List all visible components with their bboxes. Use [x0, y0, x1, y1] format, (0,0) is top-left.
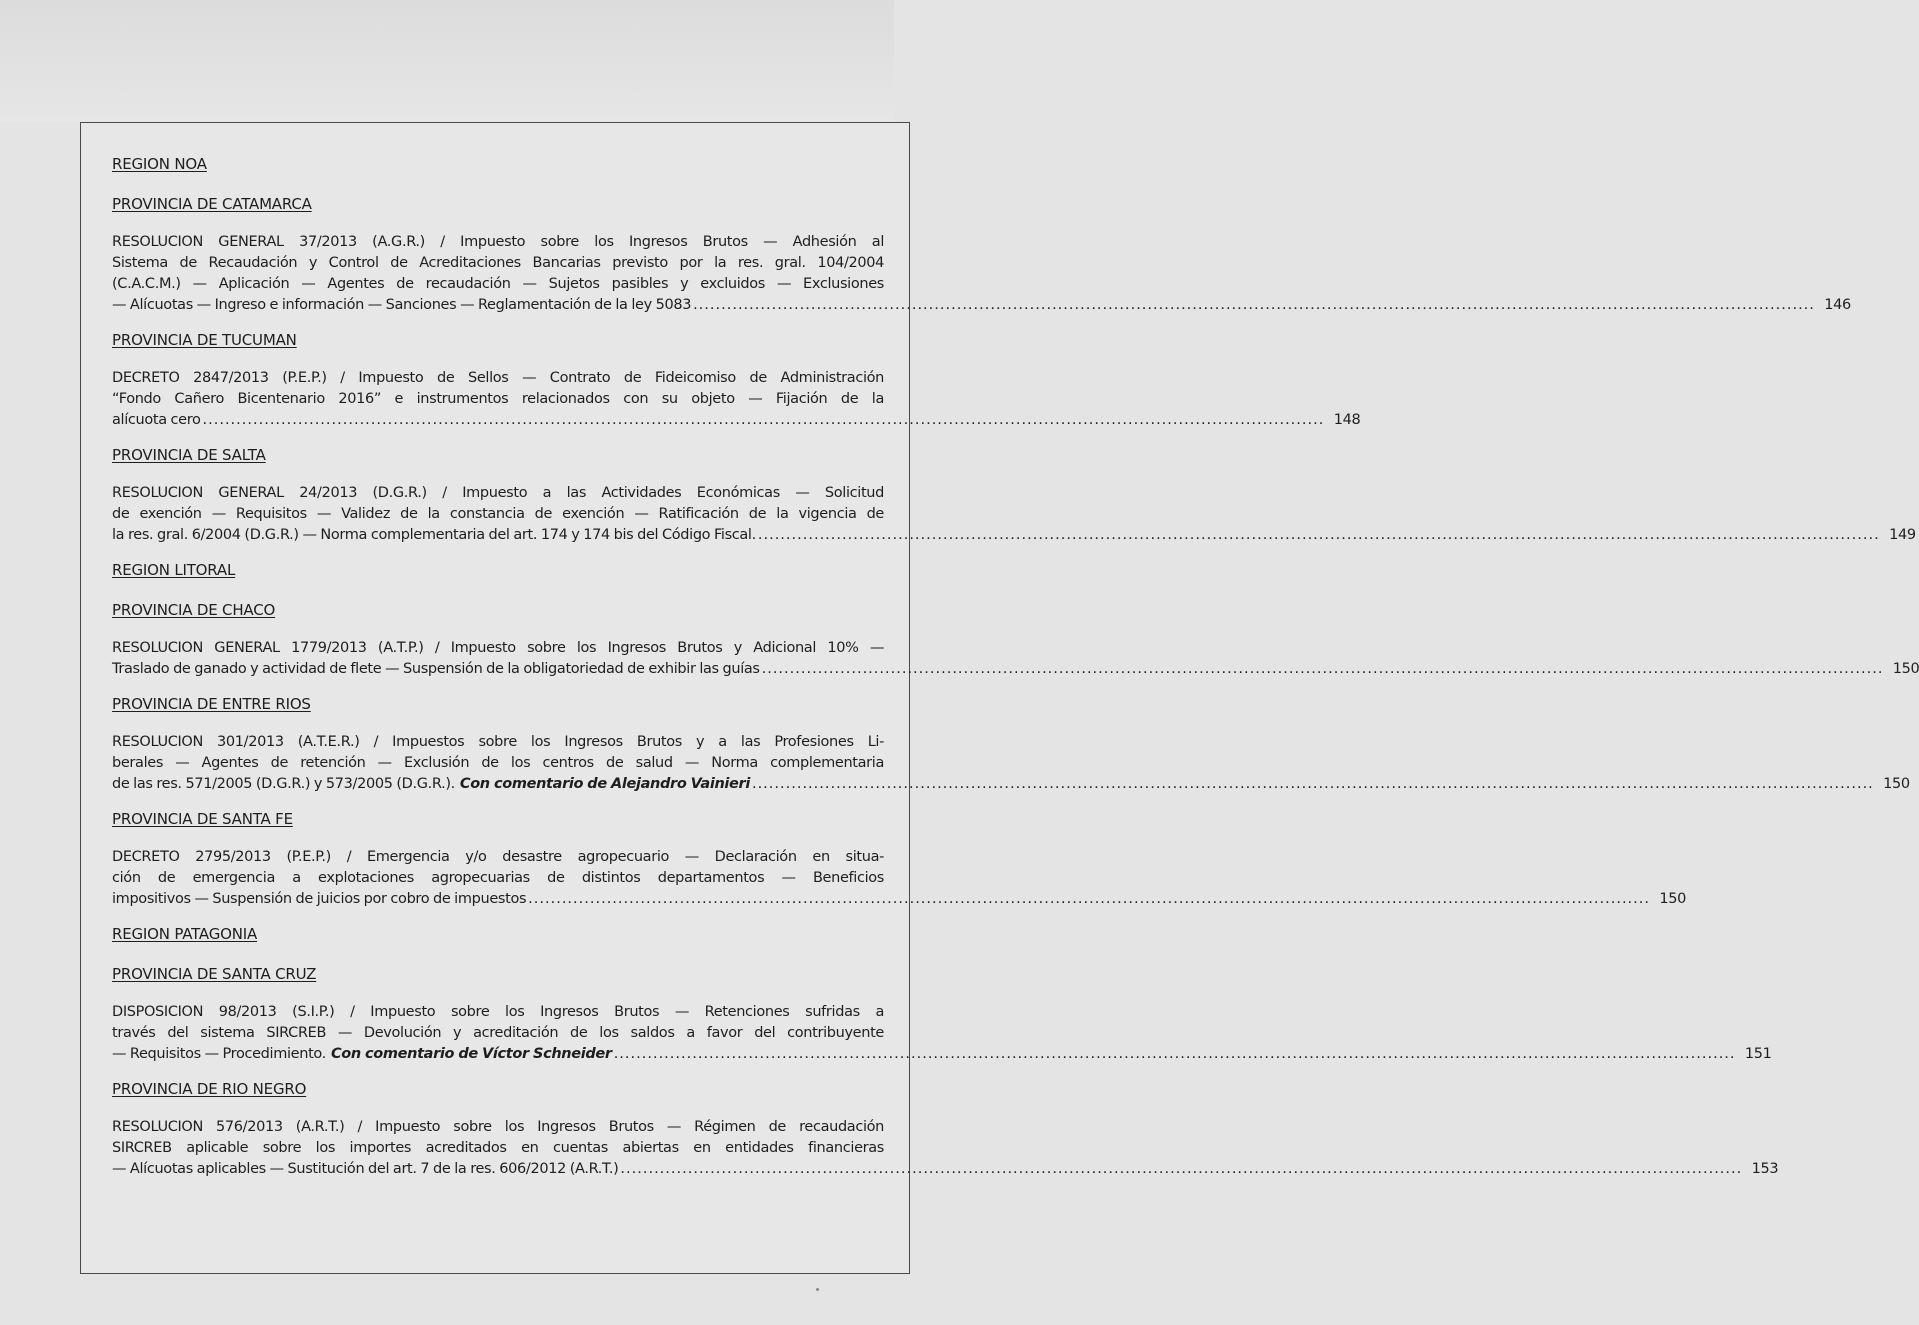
entry-line-end: — Requisitos — Procedimiento.: [112, 1046, 326, 1062]
region-heading: REGION NOA: [112, 155, 207, 173]
index-entry: [112, 1002, 1772, 1065]
entry-line: de exención — Requisitos — Validez de la constancia de exención — Ratificación de la vigencia de: [112, 506, 884, 522]
entry-line: RESOLUCION 576/2013 (A.R.T.) / Impuesto sobre los Ingresos Brutos — Régimen de recaudación: [112, 1119, 884, 1135]
scan-speck: [816, 1288, 819, 1291]
leader-dots: ........................................................................................................................................................................................................: [751, 776, 1874, 792]
entry-line-end: impositivos — Suspensión de juicios por cobro de impuestos: [112, 891, 527, 907]
entry-line: RESOLUCION GENERAL 1779/2013 (A.T.P.) / Impuesto sobre los Ingresos Brutos y Adicional 10% —: [112, 640, 884, 656]
page-number: 151: [1744, 1046, 1772, 1062]
entry-last-line: [112, 410, 1361, 431]
index-entry: [112, 368, 1361, 431]
entry-line-end: Traslado de ganado y actividad de flete — Suspensión de la obligatoriedad de exhibir las guías: [112, 661, 760, 677]
entry-last-line: [112, 295, 1851, 316]
entry-last-line: [112, 774, 1910, 795]
entry-last-line: [112, 1044, 1772, 1065]
province-heading: PROVINCIA DE SALTA: [112, 446, 266, 464]
page-number: 150: [1659, 891, 1686, 907]
index-entry: [112, 232, 1851, 316]
entry-line: “Fondo Cañero Bicentenario 2016” e instrumentos relacionados con su objeto — Fijación de la: [112, 391, 884, 407]
entry-last-line: [112, 659, 1919, 680]
entry-line: (C.A.C.M.) — Aplicación — Agentes de recaudación — Sujetos pasibles y excluidos — Exclusiones: [112, 276, 884, 292]
entry-line: DECRETO 2795/2013 (P.E.P.) / Emergencia y/o desastre agropecuario — Declaración en situa-: [112, 849, 884, 865]
entry-line: Sistema de Recaudación y Control de Acreditaciones Bancarias previsto por la res. gral. 104/2004: [112, 255, 884, 271]
entry-line-end: alícuota cero: [112, 412, 201, 428]
leader-dots: ........................................................................................................................................................................................................: [528, 891, 1650, 907]
entry-line-end: — Alícuotas — Ingreso e información — Sanciones — Reglamentación de la ley 5083: [112, 297, 692, 313]
page-number: 153: [1751, 1161, 1779, 1177]
entry-line: ción de emergencia a explotaciones agropecuarias de distintos departamentos — Beneficios: [112, 870, 884, 886]
index-entry: [112, 847, 1686, 910]
page-number: 148: [1333, 412, 1361, 428]
entry-line: SIRCREB aplicable sobre los importes acreditados en cuentas abiertas en entidades financieras: [112, 1140, 884, 1156]
entry-line: DECRETO 2847/2013 (P.E.P.) / Impuesto de Sellos — Contrato de Fideicomiso de Administración: [112, 370, 884, 386]
entry-last-line: [112, 889, 1686, 910]
province-heading: PROVINCIA DE CHACO: [112, 601, 276, 619]
entry-comment: Con comentario de Víctor Schneider: [330, 1046, 612, 1062]
province-heading: PROVINCIA DE SANTA CRUZ: [112, 965, 317, 983]
province-heading: PROVINCIA DE RIO NEGRO: [112, 1080, 307, 1098]
leader-dots: ........................................................................................................................................................................................................: [757, 527, 1880, 543]
index-entry: [112, 483, 1916, 546]
scan-margin: [0, 0, 894, 122]
index-entry: [112, 638, 1919, 680]
province-heading: PROVINCIA DE CATAMARCA: [112, 195, 312, 213]
entry-last-line: [112, 1159, 1779, 1180]
page-number: 150: [1892, 661, 1919, 677]
entry-line: berales — Agentes de retención — Exclusión de los centros de salud — Norma complementaria: [112, 755, 884, 771]
region-heading: REGION PATAGONIA: [112, 925, 258, 943]
province-heading: PROVINCIA DE ENTRE RIOS: [112, 695, 311, 713]
entry-line: RESOLUCION GENERAL 37/2013 (A.G.R.) / Impuesto sobre los Ingresos Brutos — Adhesión al: [112, 234, 884, 250]
entry-line-end: — Alícuotas aplicables — Sustitución del art. 7 de la res. 606/2012 (A.R.T.): [112, 1161, 619, 1177]
entry-line-end: la res. gral. 6/2004 (D.G.R.) — Norma complementaria del art. 174 y 174 bis del Código Fiscal.: [112, 527, 756, 543]
leader-dots: ........................................................................................................................................................................................................: [761, 661, 1884, 677]
entry-line: través del sistema SIRCREB — Devolución y acreditación de los saldos a favor del contribuyente: [112, 1025, 884, 1041]
page-number: 149: [1889, 527, 1916, 543]
index-entry: [112, 1117, 1779, 1180]
entry-line: RESOLUCION GENERAL 24/2013 (D.G.R.) / Impuesto a las Actividades Económicas — Solicitud: [112, 485, 884, 501]
page-number: 150: [1883, 776, 1910, 792]
page-number: 146: [1824, 297, 1851, 313]
entry-last-line: [112, 525, 1916, 546]
index-content: [112, 154, 1919, 1194]
entry-line: RESOLUCION 301/2013 (A.T.E.R.) / Impuestos sobre los Ingresos Brutos y a las Profesiones Li-: [112, 734, 884, 750]
leader-dots: ........................................................................................................................................................................................................: [620, 1161, 1743, 1177]
province-heading: PROVINCIA DE SANTA FE: [112, 810, 293, 828]
leader-dots: ........................................................................................................................................................................................................: [613, 1046, 1736, 1062]
entry-comment: Con comentario de Alejandro Vainieri: [459, 776, 750, 792]
leader-dots: ........................................................................................................................................................................................................: [693, 297, 1815, 313]
entry-line: DISPOSICION 98/2013 (S.I.P.) / Impuesto sobre los Ingresos Brutos — Retenciones sufridas a: [112, 1004, 884, 1020]
entry-line-end: de las res. 571/2005 (D.G.R.) y 573/2005 (D.G.R.).: [112, 776, 455, 792]
leader-dots: ........................................................................................................................................................................................................: [202, 412, 1325, 428]
region-heading: REGION LITORAL: [112, 561, 236, 579]
province-heading: PROVINCIA DE TUCUMAN: [112, 331, 297, 349]
index-entry: [112, 732, 1910, 795]
